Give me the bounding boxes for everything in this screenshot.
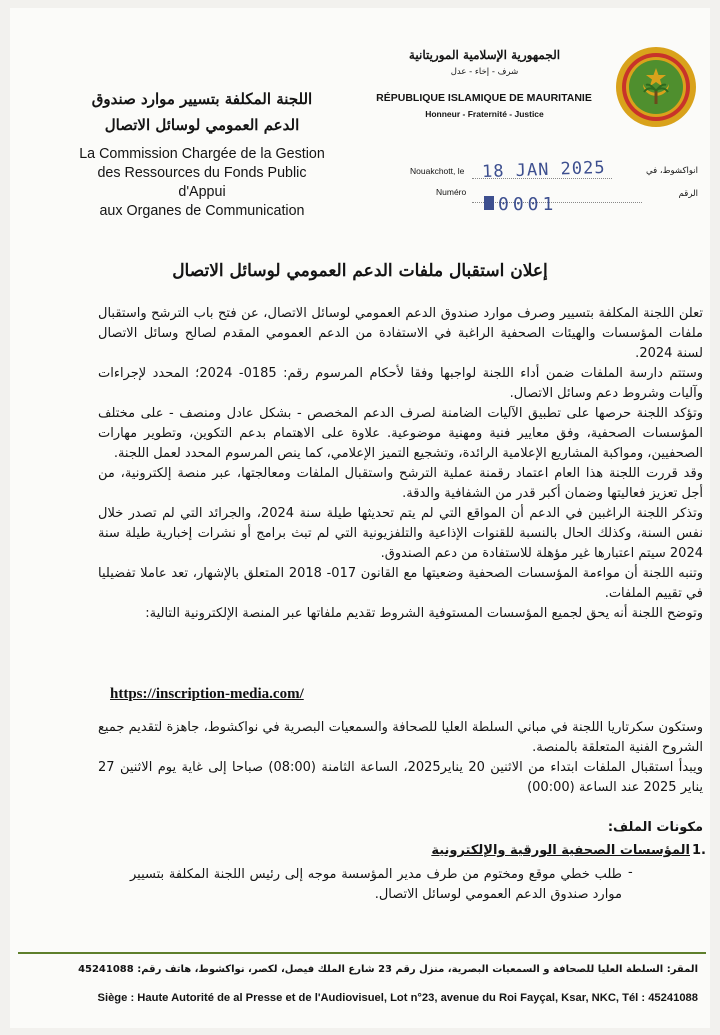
item-1-number: 1. (692, 843, 706, 858)
date-stamp: 18 JAN 2025 (481, 157, 606, 183)
bullet-item-1: طلب خطي موقع ومختوم من طرف مدير المؤسسة موجه إلى رئيس اللجنة المكلفة بتسيير موارد صندوق الدعم العمومي لوسائل الاتصال. (130, 867, 622, 902)
motto-fr: Honneur - Fraternité - Justice (425, 109, 544, 119)
committee-fr-line-3: aux Organes de Communication (99, 203, 305, 219)
number-label-fr: Numéro (436, 187, 467, 197)
committee-ar-line-2: الدعم العمومي لوسائل الاتصال (104, 116, 300, 134)
committee-name-ar (72, 86, 332, 138)
republic-name-fr: RÉPUBLIQUE ISLAMIQUE DE MAURITANIE (376, 92, 592, 104)
paragraph-2: وستتم دارسة الملفات ضمن أداء اللجنة لواجبها وفقا لأحكام المرسوم رقم: 0185- 2024؛ المحدد لإجراءات وآليات وشروط دعم وسائل الاتصال. (98, 366, 703, 401)
paragraph-1: تعلن اللجنة المكلفة بتسيير وصرف موارد صندوق الدعم العمومي لوسائل الاتصال، عن فتح باب الترشح واستقبال ملفات المؤسسات والهيئات الصحفية الراغبة في الاستفادة من الدعم العمومي المقدم لصالح وسائل الاتصال لسنة 2024. (98, 306, 703, 361)
national-seal-icon (615, 46, 697, 128)
paragraph-5: وتذكر اللجنة الراغبين في الدعم أن المواقع التي لم يتم تحديثها طيلة سنة 2024، والجرائد التي لم تصدر خلال نفس السنة، وكذلك الحال بالنسبة للقنوات الإذاعية والتلفزيونية التي لم تبث برامج أو نشرات إخبارية طيلة سنة 2024 سيتم اعتبارها غير مؤهلة للاستفادة من دعم الصندوق. (98, 506, 703, 561)
number-stamp: 0001 (498, 194, 558, 215)
footer-address-fr: Siège : Haute Autorité de al Presse et de l'Audiovisuel, Lot n°23, avenue du Roi Fayçal, Ksar, NKC, Tél : 45241088 (97, 992, 698, 1004)
footer-address-ar: المقر: السلطة العليا للصحافة و السمعيات البصرية، منزل رقم 23 شارع الملك فيصل، لكصر، نواكشوط، هاتف رقم: 45241088 (78, 964, 698, 975)
paragraph-8: وستكون سكرتاريا اللجنة في مباني السلطة العليا للصحافة والسمعيات البصرية في نواكشوط، جاهزة لتقديم جميع الشروح الفنية المتعلقة بالمنصة. (98, 720, 703, 755)
item-1-heading: المؤسسات الصحفية الورقية والإلكترونية (431, 843, 690, 858)
platform-url-link[interactable]: https://inscription-media.com/ (110, 686, 304, 702)
committee-ar-line-1: اللجنة المكلفة بتسيير موارد صندوق (91, 90, 313, 108)
committee-fr-line-2: des Ressources du Fonds Public d'Appui (97, 165, 307, 200)
paragraph-9: ويبدأ استقبال الملفات ابتداء من الاثنين 20 يناير2025، الساعة الثامنة (08:00) صباحا إلى غاية يوم الاثنين 27 يناير 2025 عند الساعة (00:00) (98, 760, 703, 795)
announcement-body (98, 304, 703, 624)
footer-rule (18, 952, 706, 954)
paragraph-4: وقد قررت اللجنة هذا العام اعتماد رقمنة عملية الترشح واستقبال الملفات ومعالجتها، عبر منصة إلكترونية، من أجل تعزيز فعاليتها وضمان أكبر قدر من الشفافية والدقة. (98, 466, 703, 501)
place-label-ar: انواكشوط، في (646, 166, 698, 176)
number-label-ar: الرقم (678, 189, 698, 199)
announcement-body-continued (98, 718, 703, 798)
paragraph-7: وتوضح اللجنة أنه يحق لجميع المؤسسات المستوفية الشروط تقديم ملفاتها عبر المنصة الإلكترونية التالية: (145, 606, 703, 621)
motto-ar: شرف - إخاء - عدل (450, 67, 519, 77)
number-stamp-mark (484, 196, 494, 210)
file-components-heading: مكونات الملف: (607, 820, 703, 835)
committee-fr-line-1: La Commission Chargée de la Gestion (79, 146, 325, 162)
paragraph-3: وتؤكد اللجنة حرصها على تطبيق الآليات الضامنة لصرف الدعم المخصص - بشكل عادل ومنصف - على مختلف المؤسسات الصحفية، وفق معايير فنية ومهنية موضوعية. علاوة على الاهتمام بدعم التكوين، وتطوير مهارات الصحفيين، ومواكبة المشاريع الإعلامية الرائدة، وتشجيع التميز الإعلامي، كما ينص المرسوم المحدد لعمل اللجنة. (98, 406, 703, 461)
announcement-title: إعلان استقبال ملفات الدعم العمومي لوسائل الاتصال (172, 261, 548, 281)
bullet-dash: - (628, 865, 633, 880)
paragraph-6: وتنبه اللجنة أن مواءمة المؤسسات الصحفية وضعيتها مع القانون 017- 2018 المتعلق بالإشهار، تعد عاملا تفضيليا في تقييم الملفات. (98, 566, 703, 601)
republic-name-ar: الجمهورية الإسلامية الموريتانية (408, 48, 561, 62)
document-page (10, 8, 710, 1028)
place-label-fr: Nouakchott, le (410, 166, 465, 176)
committee-name-fr (72, 145, 332, 221)
